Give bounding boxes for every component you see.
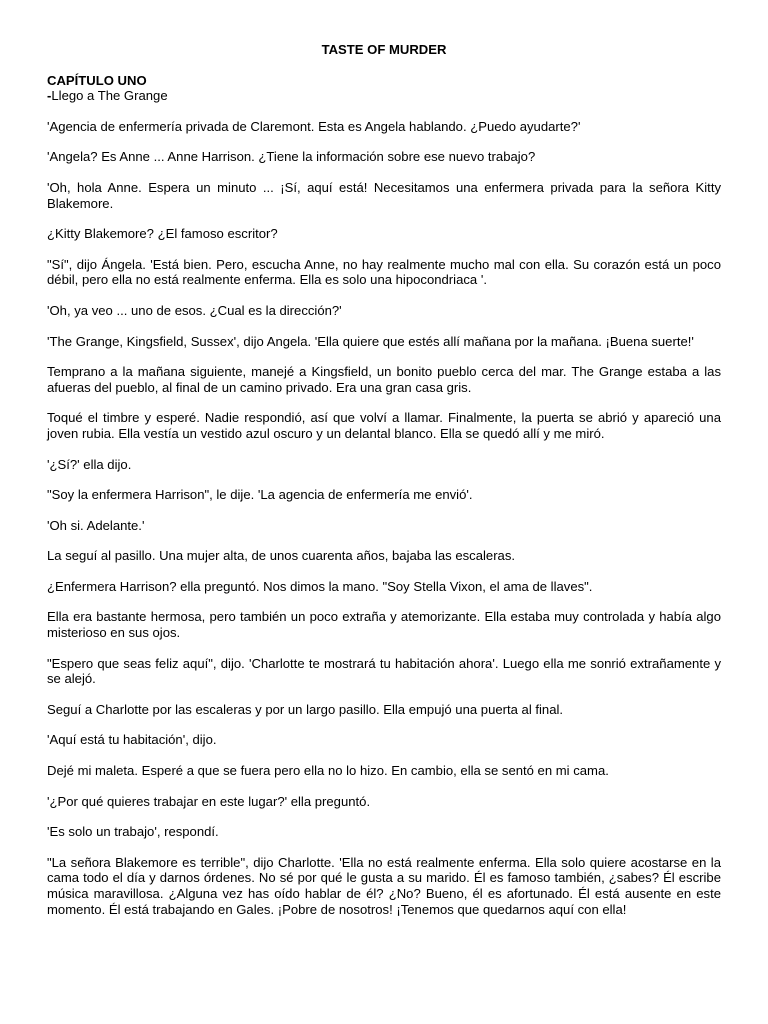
paragraph: 'Oh, hola Anne. Espera un minuto ... ¡Sí, aquí está! Necesitamos una enfermera privada para la señora Kitty Blakemore. [47,179,721,211]
chapter-heading: CAPÍTULO UNO [47,72,147,88]
subheading-text: Llego a The Grange [51,88,168,104]
paragraph: "Espero que seas feliz aquí", dijo. 'Charlotte te mostrará tu habitación ahora'. Luego ella me sonrió extrañamente y se alejó. [47,655,721,687]
paragraph: 'Agencia de enfermería privada de Claremont. Esta es Angela hablando. ¿Puedo ayudarte?' [47,118,581,134]
paragraph: 'Es solo un trabajo', respondí. [47,824,219,840]
paragraph: 'Angela? Es Anne ... Anne Harrison. ¿Tiene la información sobre ese nuevo trabajo? [47,149,536,165]
paragraph: ¿Kitty Blakemore? ¿El famoso escritor? [47,226,278,242]
paragraph: 'Aquí está tu habitación', dijo. [47,732,217,748]
paragraph: Toqué el timbre y esperé. Nadie respondió, así que volví a llamar. Finalmente, la puerta se abrió y apareció una joven rubia. Ella vestía un vestido azul oscuro y un delantal blanco. Ella se quedó allí y me miró. [47,410,721,441]
paragraph: Dejé mi maleta. Esperé a que se fuera pero ella no lo hizo. En cambio, ella se sentó en mi cama. [47,763,609,779]
paragraph: 'Oh, ya veo ... uno de esos. ¿Cual es la dirección?' [47,302,342,318]
document-title: TASTE OF MURDER [321,42,447,57]
paragraph: "Sí", dijo Ángela. 'Está bien. Pero, escucha Anne, no hay realmente mucho mal con ella. Su corazón está un poco débil, pero ella no está realmente enferma. Ella es solo una hipocondriaca '. [47,256,721,288]
subheading-dash: - [47,88,52,104]
paragraph: '¿Sí?' ella dijo. [47,456,132,472]
paragraph: Temprano a la mañana siguiente, manejé a Kingsfield, un bonito pueblo cerca del mar. The Grange estaba a las afueras del pueblo, al final de un camino privado. Era una gran casa gris. [47,364,721,395]
paragraph: 'The Grange, Kingsfield, Sussex', dijo Angela. 'Ella quiere que estés allí mañana por la mañana. ¡Buena suerte!' [47,333,694,349]
paragraph: Ella era bastante hermosa, pero también un poco extraña y atemorizante. Ella estaba muy controlada y había algo misterioso en sus ojos. [47,609,721,641]
paragraph: "La señora Blakemore es terrible", dijo Charlotte. 'Ella no está realmente enferma. Ella solo quiere acostarse en la cama todo el día y darnos órdenes. No sé por qué le gusta a su marido. Él es famoso también, ¿sabes? Él escribe música maravillosa. ¿Alguna vez has oído hablar de él? ¿No? Bueno, él es afortunado. Él está ausente en este momento. Él está trabajando en Gales. ¡Pobre de nosotros! ¡Tenemos que quedarnos aquí con ella! [47,854,721,917]
paragraph: ¿Enfermera Harrison? ella preguntó. Nos dimos la mano. "Soy Stella Vixon, el ama de llaves". [47,578,593,594]
paragraph: Seguí a Charlotte por las escaleras y por un largo pasillo. Ella empujó una puerta al final. [47,701,564,717]
paragraph: 'Oh si. Adelante.' [47,517,145,533]
paragraph: '¿Por qué quieres trabajar en este lugar?' ella preguntó. [47,793,371,809]
chapter-subheading [47,88,721,104]
paragraph: La seguí al pasillo. Una mujer alta, de unos cuarenta años, bajaba las escaleras. [47,548,516,564]
paragraph: "Soy la enfermera Harrison", le dije. 'La agencia de enfermería me envió'. [47,487,473,503]
